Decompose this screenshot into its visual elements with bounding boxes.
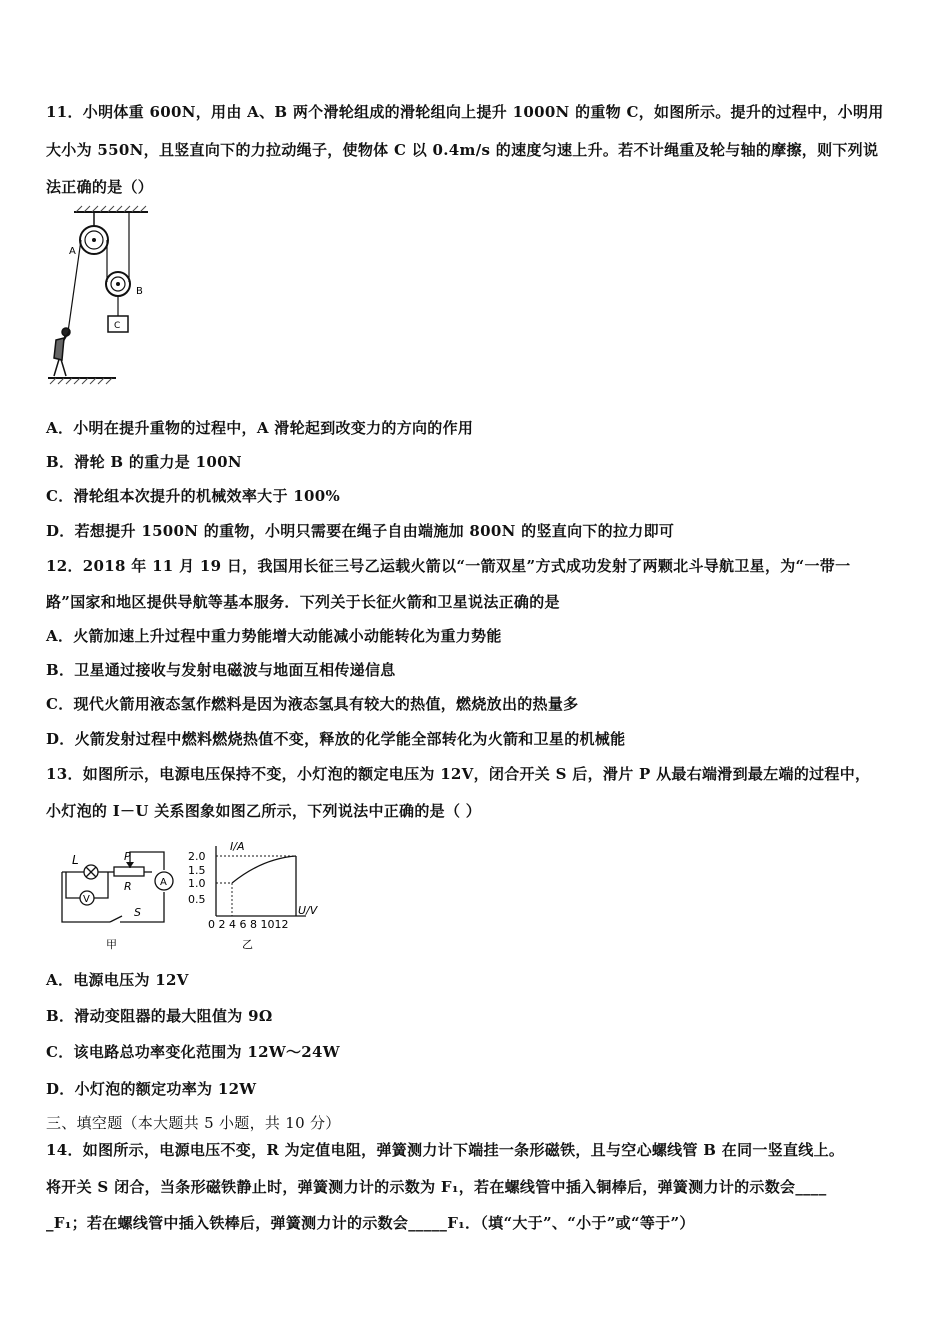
iu-graph xyxy=(186,836,334,956)
label-l: L xyxy=(72,853,79,867)
q11-text-line-2: 大小为 550N，且竖直向下的力拉动绳子，使物体 C 以 0.4m/s 的速度匀速上升。若不计绳重及轮与轴的摩擦，则下列说 xyxy=(46,141,879,159)
label-s: S xyxy=(134,906,141,919)
y-tick: 0.5 xyxy=(188,893,206,906)
q13-text-line-1: 13．如图所示，电源电压保持不变，小灯泡的额定电压为 12V，闭合开关 S 后，滑片 P 从最右端滑到最左端的过程中， xyxy=(46,765,871,783)
pulley-diagram xyxy=(44,204,154,388)
q11-text-line-1: 11．小明体重 600N，用由 A、B 两个滑轮组成的滑轮组向上提升 1000N 的重物 C，如图所示。提升的过程中，小明用 xyxy=(46,103,884,121)
label-p: P xyxy=(124,850,131,863)
iu-graph-figure xyxy=(186,836,334,956)
q11-option-c: C．滑轮组本次提升的机械效率大于 100% xyxy=(46,487,341,505)
q12-text-line-1: 12．2018 年 11 月 19 日，我国用长征三号乙运载火箭以“一箭双星”方式成功发射了两颗北斗导航卫星，为“一带一 xyxy=(46,557,851,575)
q13-option-d: D．小灯泡的额定功率为 12W xyxy=(46,1080,257,1098)
section-heading: 三、填空题（本大题共 5 小题，共 10 分） xyxy=(46,1114,341,1132)
iu-curve xyxy=(232,856,296,883)
q12-option-a: A．火箭加速上升过程中重力势能增大动能减小动能转化为重力势能 xyxy=(46,627,502,645)
y-tick: 2.0 xyxy=(188,850,206,863)
label-r: R xyxy=(124,880,132,893)
q12-text-line-2: 路”国家和地区提供导航等基本服务．下列关于长征火箭和卫星说法正确的是 xyxy=(46,593,560,611)
x-ticks: 0 2 4 6 8 1012 xyxy=(208,918,289,931)
q12-option-b: B．卫星通过接收与发射电磁波与地面互相传递信息 xyxy=(46,661,396,679)
q12-option-c: C．现代火箭用液态氢作燃料是因为液态氢具有较大的热值，燃烧放出的热量多 xyxy=(46,695,579,713)
q11-option-d: D．若想提升 1500N 的重物，小明只需要在绳子自由端施加 800N 的竖直向下的拉力即可 xyxy=(46,522,675,540)
label-b: B xyxy=(136,286,143,297)
q12-option-d: D．火箭发射过程中燃料燃烧热值不变，释放的化学能全部转化为火箭和卫星的机械能 xyxy=(46,730,626,748)
circuit-caption: 甲 xyxy=(106,938,117,951)
q11-option-a: A．小明在提升重物的过程中，A 滑轮起到改变力的方向的作用 xyxy=(46,419,474,437)
label-c: C xyxy=(114,321,121,331)
q14-text-line-1: 14．如图所示，电源电压不变，R 为定值电阻，弹簧测力计下端挂一条形磁铁，且与空心螺线管 B 在同一竖直线上。 xyxy=(46,1141,845,1159)
q11-text-line-3: 法正确的是（） xyxy=(46,178,154,196)
circuit-figure xyxy=(52,840,182,956)
q13-text-line-2: 小灯泡的 I－U 关系图象如图乙所示，下列说法中正确的是（ ） xyxy=(46,802,482,820)
y-tick: 1.5 xyxy=(188,864,206,877)
y-tick: 1.0 xyxy=(188,877,206,890)
circuit-diagram xyxy=(52,840,182,956)
label-ammeter: A xyxy=(160,877,167,888)
label-a: A xyxy=(69,246,76,257)
q13-option-c: C．该电路总功率变化范围为 12W～24W xyxy=(46,1043,340,1061)
q14-text-line-2: 将开关 S 闭合，当条形磁铁静止时，弹簧测力计的示数为 F₁，若在螺线管中插入铜棒后，弹簧测力计的示数会____ xyxy=(46,1178,827,1196)
q11-option-b: B．滑轮 B 的重力是 100N xyxy=(46,453,242,471)
q13-option-a: A．电源电压为 12V xyxy=(46,971,189,989)
x-axis-label: U/V xyxy=(298,904,318,917)
pulley-figure xyxy=(44,204,154,388)
q13-option-b: B．滑动变阻器的最大阻值为 9Ω xyxy=(46,1007,273,1025)
graph-caption: 乙 xyxy=(242,938,253,951)
y-axis-label: I/A xyxy=(230,840,245,853)
q14-text-line-3: _F₁；若在螺线管中插入铁棒后，弹簧测力计的示数会_____F₁．（填“大于”、“小于”或“等于”） xyxy=(46,1214,695,1232)
label-v: V xyxy=(83,894,90,905)
